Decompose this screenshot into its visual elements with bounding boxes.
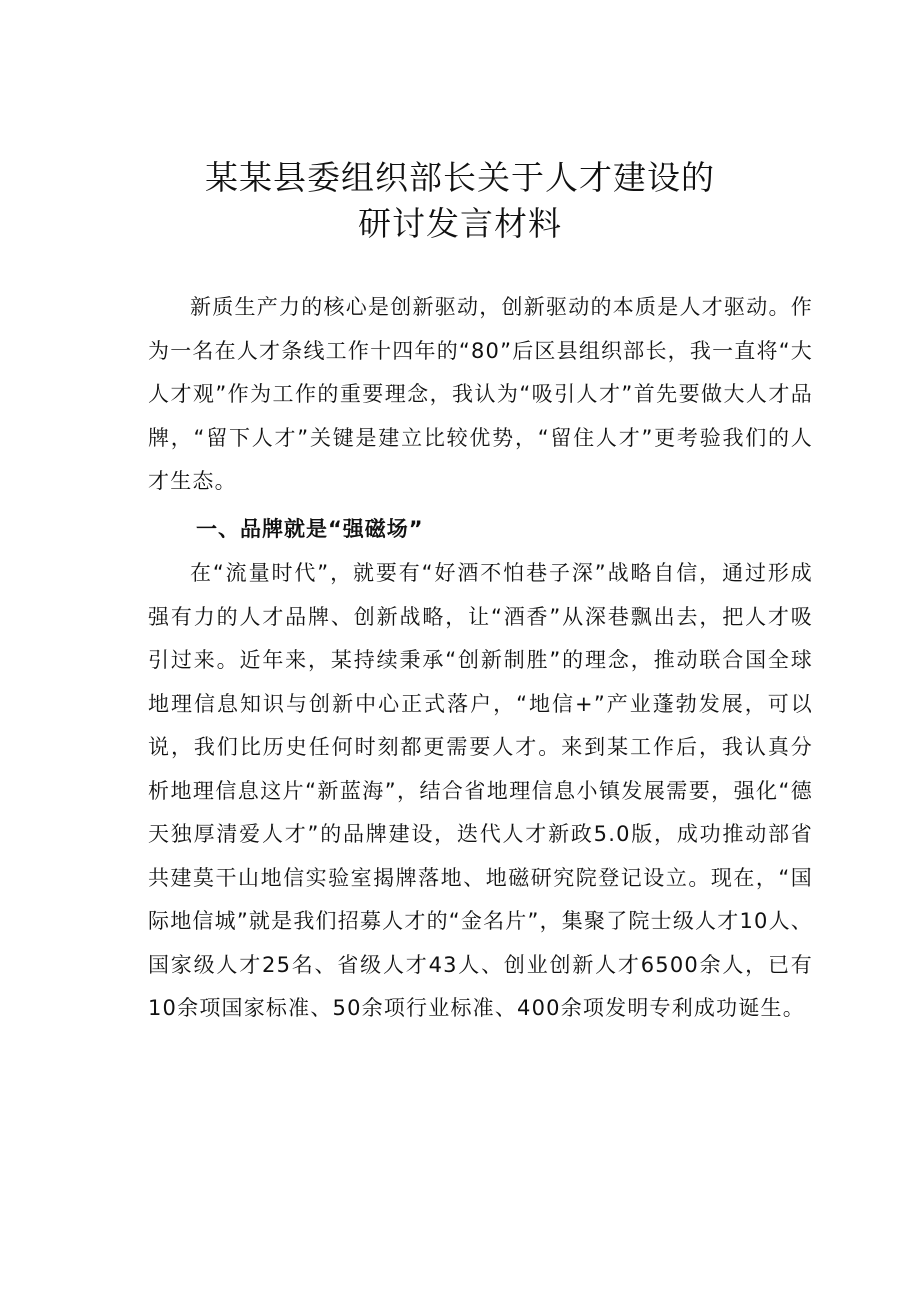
section-1-paragraph: 在“流量时代”，就要有“好酒不怕巷子深”战略自信，通过形成强有力的人才品牌、创新战略，让“酒香”从深巷飘出去，把人才吸引过来。近年来，某持续秉承“创新制胜”的理念，推动联合国全球地理信息知识与创新中心正式落户，“地信+”产业蓬勃发展，可以说，我们比历史任何时刻都更需要人才。来到某工作后，我认真分析地理信息这片“新蓝海”，结合省地理信息小镇发展需要，强化“德天独厚清爱人才”的品牌建设，迭代人才新政5.0版，成功推动部省共建莫干山地信实验室揭牌落地、地磁研究院登记设立。现在，“国际地信城”就是我们招募人才的“金名片”，集聚了院士级人才10人、国家级人才25名、省级人才43人、创业创新人才6500余人，已有10余项国家标准、50余项行业标准、400余项发明专利成功诞生。 (148, 561, 813, 1020)
intro-paragraph: 新质生产力的核心是创新驱动，创新驱动的本质是人才驱动。作为一名在人才条线工作十四年的“80”后区县组织部长，我一直将“大人才观”作为工作的重要理念，我认为“吸引人才”首先要做大人才品牌，“留下人才”关键是建立比较优势，“留住人才”更考验我们的人才生态。 (148, 295, 813, 493)
document-title-line-2: 研讨发言材料 (358, 204, 562, 243)
document-title-line-1: 某某县委组织部长关于人才建设的 (205, 158, 715, 197)
section-heading-1: 一、品牌就是“强磁场” (196, 517, 424, 541)
